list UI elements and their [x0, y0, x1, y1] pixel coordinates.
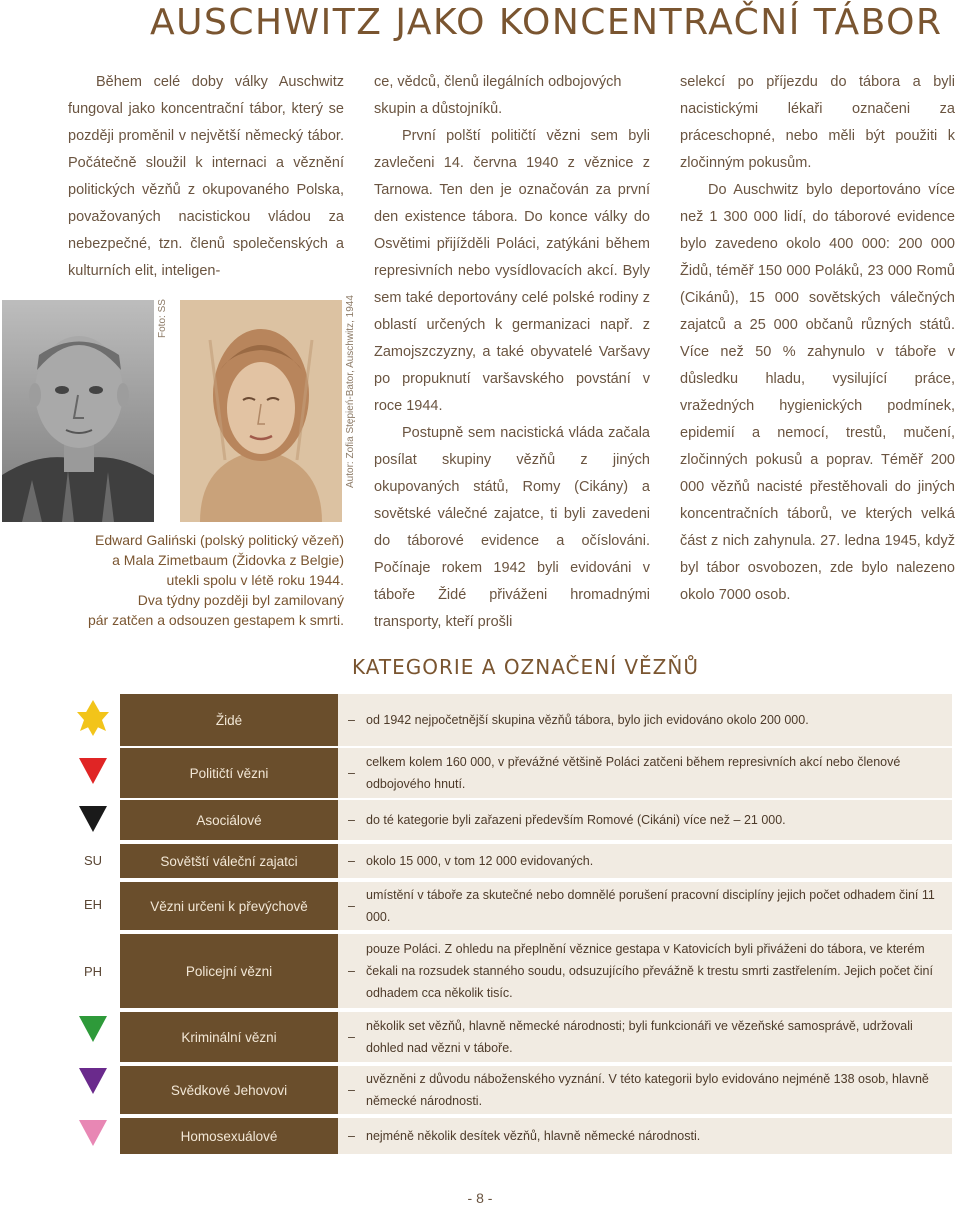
category-label: Asociálové — [120, 800, 338, 840]
category-code: SU — [83, 853, 103, 868]
pink-triangle-icon — [66, 1118, 120, 1154]
page-number: - 8 - — [467, 1190, 493, 1206]
black-triangle-icon — [66, 800, 120, 840]
text-column-1 — [68, 69, 344, 285]
table-row — [0, 882, 960, 930]
caption-line: utekli spolu v létě roku 1944. — [166, 572, 344, 588]
purple-triangle-icon — [66, 1066, 120, 1114]
category-description: – okolo 15 000, v tom 12 000 evidovaných. — [338, 844, 952, 878]
text-column-2 — [374, 69, 650, 636]
category-label: Policejní vězni — [120, 934, 338, 1008]
category-description: – od 1942 nejpočetnější skupina vězňů tábora, bylo jich evidováno okolo 200 000. — [338, 694, 952, 746]
table-row — [0, 694, 960, 746]
category-label: Židé — [120, 694, 338, 746]
caption-line: pár zatčen a odsouzen gestapem k smrti. — [87, 612, 344, 628]
red-triangle-icon — [66, 748, 120, 798]
category-description: – uvězněni z důvodu náboženského vyznání. V této kategorii bylo evidováno nejméně 138 osob, hlavně německé národnosti. — [338, 1066, 952, 1114]
paragraph: Postupně sem nacistická vláda začala posílat skupiny vězňů z jiných okupovaných států, Romy (Cikány) a sovětské válečné zajatce, ti byli zavedeni do táborové evidence a očíslováni. Počínaje rokem 1942 byli evidováni v táboře Židé přiváženi hromadnými transporty, kteří prošli — [374, 425, 650, 630]
category-label: Sovětští váleční zajatci — [120, 844, 338, 878]
category-label: Homosexuálové — [120, 1118, 338, 1154]
paragraph: Do Auschwitz bylo deportováno více než 1 300 000 lidí, do táborové evidence bylo zavedeno okolo 400 000: 200 000 Židů, téměř 150 000 Poláků, 23 000 Romů (Cikánů), 15 000 sovětských válečných zajatců a 25 000 občanů různých států. Více než 50 % zahynulo v táboře v důsledku hladu, vysilující práce, vražedných hygienických podmínek, epidemií a nemocí, trestů, mučení, zločinných pokusů a poprav. Téměř 200 000 vězňů nacisté přestěhovali do jiných koncentračních táborů, ve kterých velká část z nich zahynula. 27. ledna 1945, když byl tábor osvobozen, zde bylo nalezeno okolo 7000 osob. — [680, 182, 955, 603]
photo-credit-left: Foto: SS — [157, 299, 168, 338]
category-code: EH — [83, 897, 103, 912]
category-code: PH — [83, 964, 103, 979]
category-label: Vězni určeni k převýchově — [120, 882, 338, 930]
category-description: – nejméně několik desítek vězňů, hlavně německé národnosti. — [338, 1118, 952, 1154]
category-description: – celkem kolem 160 000, v převážné většině Poláci zatčeni během represivních akcí nebo členové odbojového hnutí. — [338, 748, 952, 798]
table-row — [0, 1066, 960, 1114]
category-description: – několik set vězňů, hlavně německé národnosti; byli funkcionáři ve vězeňské samosprávě, udržovali dohled nad vězni v táboře. — [338, 1012, 952, 1062]
paragraph: ce, vědců, členů ilegálních odbojových skupin a důstojníků. — [374, 74, 622, 117]
green-triangle-icon — [66, 1012, 120, 1062]
table-row — [0, 1012, 960, 1062]
caption-line: Dva týdny později byl zamilovaný — [137, 592, 344, 608]
category-description: – pouze Poláci. Z ohledu na přeplnění věznice gestapa v Katovicích byli přiváženi do tábora, ve kterém čekali na rozsudek stanného soudu, odsuzujícího převážně k trestu smrti zastřelením. Jejich počet činí odhadem cca několik tisíc. — [338, 934, 952, 1008]
category-description: – do té kategorie byli zařazeni především Romové (Cikáni) více než – 21 000. — [338, 800, 952, 840]
photo-credit-right: Autor: Zofia Stępień-Bator, Auschwitz, 1944 — [345, 295, 356, 488]
paragraph: selekcí po příjezdu do tábora a byli nacistickými lékaři označeni za práceschopné, nebo měli být použiti k zločinným pokusům. — [680, 74, 955, 171]
category-label: Svědkové Jehovovi — [120, 1066, 338, 1114]
page-title: AUSCHWITZ JAKO KONCENTRAČNÍ TÁBOR — [150, 2, 943, 43]
text-column-3 — [680, 69, 955, 609]
category-label: Političtí vězni — [120, 748, 338, 798]
table-row — [0, 800, 960, 840]
table-row — [0, 934, 960, 1008]
category-label: Kriminální vězni — [120, 1012, 338, 1062]
table-row — [0, 748, 960, 798]
table-row — [0, 1118, 960, 1154]
paragraph: První polští političtí vězni sem byli zavlečeni 14. června 1940 z věznice z Tarnowa. Ten den je označován za první den existence tábora. Do konce války do Osvětimi přijížděli Poláci, zatýkáni během represivních nebo vysídlovacích akcí. Byly sem také deportovány celé polské rodiny z oblastí určených k germanizaci např. z Zamojszczyzny, a také obyvatelé Varšavy po propuknutí varšavského povstání v roce 1944. — [374, 128, 650, 414]
caption-line: a Mala Zimetbaum (Židovka z Belgie) — [112, 552, 344, 568]
photo-caption — [60, 530, 344, 630]
caption-line: Edward Galiński (polský politický vězeň) — [95, 532, 344, 548]
portrait-mala-zimetbaum — [180, 300, 342, 522]
section-heading: KATEGORIE A OZNAČENÍ VĚZŇŮ — [352, 655, 699, 679]
star-icon — [66, 694, 120, 746]
photo-edward-galinski — [2, 300, 154, 522]
paragraph: Během celé doby války Auschwitz fungoval jako koncentrační tábor, který se později proměnil v největší německý tábor. Počátečně sloužil k internaci a věznění politických vězňů z okupovaného Polska, považovaných nacistickou vládou za nebezpečné, tzn. členů společenských a kulturních elit, inteligen- — [68, 74, 344, 279]
table-row — [0, 844, 960, 878]
category-description: – umístění v táboře za skutečné nebo domnělé porušení pracovní disciplíny jejich počet odhadem činí 11 000. — [338, 882, 952, 930]
